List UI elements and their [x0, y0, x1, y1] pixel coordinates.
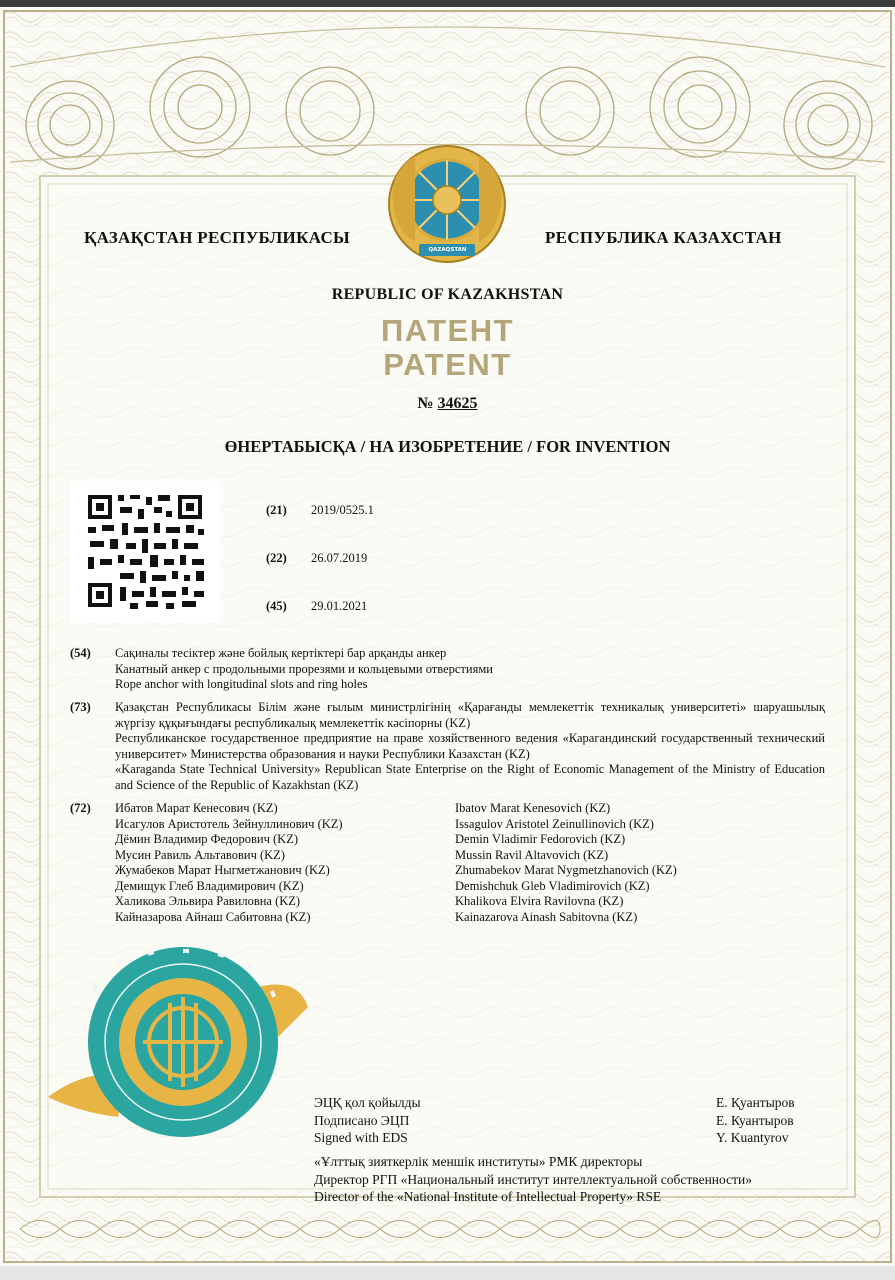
field-45-code: (45) — [266, 599, 287, 613]
field-22-code: (22) — [266, 551, 287, 565]
signed-eds-english: Signed with EDS — [314, 1130, 408, 1145]
patent-number-value: 34625 — [437, 395, 478, 412]
author-en: Ibatov Marat Kenesovich (KZ) — [455, 801, 611, 815]
author-en: Issagulov Aristotel Zeinullinovich (KZ) — [455, 816, 654, 831]
author-en: Khalikova Elvira Ravilovna (KZ) — [455, 894, 624, 908]
filing-date: 26.07.2019 — [311, 551, 368, 565]
header-title-russian: РЕСПУБЛИКА КАЗАХСТАН — [545, 228, 782, 247]
author-en: Mussin Ravil Altavovich (KZ) — [455, 847, 609, 862]
author-en: Demishchuk Gleb Vladimirovich (KZ) — [455, 878, 650, 893]
author-ru: Демищук Глеб Владимирович (KZ) — [115, 878, 304, 893]
signature-method — [314, 1094, 421, 1147]
header-title-english: REPUBLIC OF KAZAKHSTAN — [331, 286, 564, 303]
director-kazakh: «Ұлттық зияткерлік меншік институты» РМК директоры — [314, 1154, 643, 1169]
patent-type: ӨНЕРТАБЫСҚА / НА ИЗОБРЕТЕНИЕ / FOR INVENTION — [224, 437, 671, 456]
author-ru: Ибатов Марат Кенесович (KZ) — [115, 801, 278, 815]
author-ru: Мусин Равиль Альтавович (KZ) — [115, 847, 285, 862]
publication-date: 29.01.2021 — [311, 599, 368, 613]
field-73-code: (73) — [70, 700, 91, 714]
emblem-label: QAZAQSTAN — [428, 247, 467, 253]
authors-english-list — [455, 801, 825, 925]
patent-number-prefix: № — [417, 395, 434, 412]
author-en: Demin Vladimir Fedorovich (KZ) — [455, 832, 626, 846]
patent-number — [0, 395, 895, 413]
header-title-kazakh: ҚАЗАҚСТАН РЕСПУБЛИКАСЫ — [84, 228, 351, 247]
signatory-name — [716, 1094, 795, 1147]
author-ru: Исагулов Аристотель Зейнуллинович (KZ) — [115, 816, 343, 831]
author-ru: Халикова Эльвира Равиловна (KZ) — [115, 894, 301, 908]
patent-title-kazakh: ПАТЕНТ — [380, 313, 515, 348]
director-title — [314, 1153, 834, 1206]
screen-top-bar — [0, 0, 895, 7]
patent-owner-russian: Республиканское государственное предприятие на праве хозяйственного ведения «Карагандинский государственный технический университет» Министерства образования и науки Республики Казахстан (KZ) — [115, 731, 825, 761]
signed-eds-russian: Подписано ЭЦП — [314, 1112, 410, 1128]
signatory-russian: Е. Куантыров — [716, 1112, 794, 1128]
patent-owner-kazakh: Қазақстан Республикасы Білім және ғылым министрлігінің «Қарағанды мемлекеттік техникалық университеті» шаруашылық жүргізу құқығындағы республикалық мемлекеттік кәсіпорны (KZ) — [115, 700, 825, 730]
author-en: Zhumabekov Marat Nygmetzhanovich (KZ) — [455, 863, 677, 877]
invention-title-russian: Канатный анкер с продольными прорезями и кольцевыми отверстиями — [115, 661, 493, 676]
application-number: 2019/0525.1 — [311, 503, 374, 517]
director-english: Director of the «National Institute of Intellectual Property» RSE — [314, 1189, 662, 1204]
qr-code-icon — [70, 481, 220, 623]
author-ru: Жумабеков Марат Ныгметжанович (KZ) — [115, 863, 330, 877]
director-russian: Директор РГП «Национальный институт интеллектуальной собственности» — [314, 1171, 752, 1187]
field-72-code: (72) — [70, 801, 91, 815]
author-en: Kainazarova Ainash Sabitovna (KZ) — [455, 909, 638, 924]
author-ru: Дёмин Владимир Федорович (KZ) — [115, 832, 298, 846]
authors-russian-list — [115, 801, 445, 925]
patent-certificate — [0, 7, 895, 1266]
screen-bottom-bar — [0, 1266, 895, 1280]
patent-owner-english: «Karaganda State Technical University» Republican State Enterprise on the Right of Economic Management of the Ministry of Education and Science of the Republic of Kazakhstan (KZ) — [115, 762, 825, 792]
patent-owner — [115, 700, 825, 793]
signatory-kazakh: Е. Қуантыров — [716, 1095, 795, 1110]
invention-title — [115, 646, 825, 693]
field-54-code: (54) — [70, 646, 91, 660]
signatory-english: Y. Kuantyrov — [716, 1130, 789, 1145]
author-ru: Кайназарова Айнаш Сабитовна (KZ) — [115, 909, 311, 924]
institute-seal-icon — [48, 947, 308, 1147]
field-21-code: (21) — [266, 503, 287, 517]
signed-eds-kazakh: ЭЦҚ қол қойылды — [314, 1095, 421, 1110]
invention-title-english: Rope anchor with longitudinal slots and ring holes — [115, 677, 368, 691]
patent-title-english: PATENT — [383, 347, 512, 382]
invention-title-kazakh: Сақиналы тесіктер және бойлық кертіктері бар арқанды анкер — [115, 646, 447, 660]
